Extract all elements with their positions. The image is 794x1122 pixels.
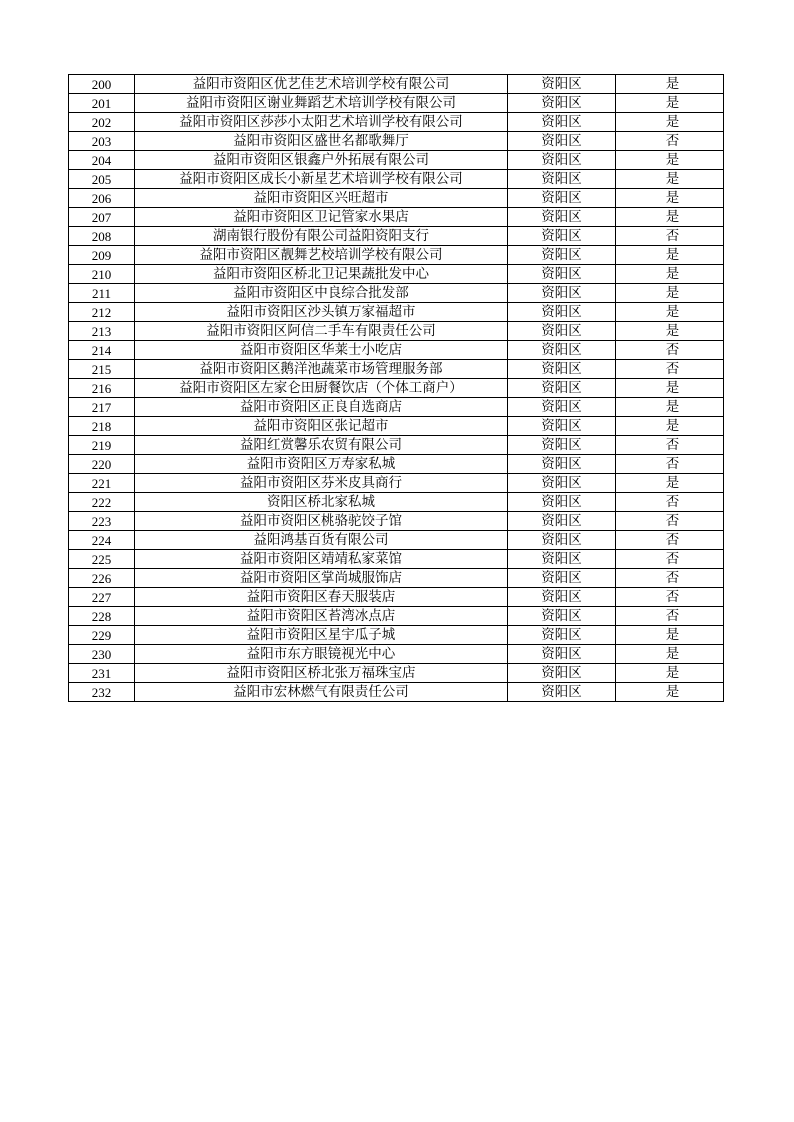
company-name-cell: 益阳市东方眼镜视光中心 [135,645,508,664]
district-cell: 资阳区 [508,246,616,265]
row-number-cell: 201 [69,94,135,113]
company-name-cell: 资阳区桥北家私城 [135,493,508,512]
status-flag-cell: 是 [616,322,724,341]
company-name-cell: 益阳市资阳区正良自选商店 [135,398,508,417]
row-number-cell: 210 [69,265,135,284]
table-row [69,626,724,645]
district-cell: 资阳区 [508,531,616,550]
status-flag-cell: 否 [616,455,724,474]
district-cell: 资阳区 [508,189,616,208]
district-cell: 资阳区 [508,664,616,683]
row-number-cell: 206 [69,189,135,208]
status-flag-cell: 是 [616,379,724,398]
status-flag-cell: 是 [616,94,724,113]
table-row [69,531,724,550]
table-row [69,645,724,664]
company-name-cell: 益阳市资阳区银鑫户外拓展有限公司 [135,151,508,170]
company-name-cell: 益阳市资阳区春天服装店 [135,588,508,607]
row-number-cell: 205 [69,170,135,189]
status-flag-cell: 是 [616,645,724,664]
status-flag-cell: 是 [616,626,724,645]
district-cell: 资阳区 [508,265,616,284]
district-cell: 资阳区 [508,683,616,702]
status-flag-cell: 否 [616,341,724,360]
company-name-cell: 益阳市资阳区卫记管家水果店 [135,208,508,227]
row-number-cell: 218 [69,417,135,436]
company-name-cell: 益阳市资阳区优艺佳艺术培训学校有限公司 [135,75,508,94]
status-flag-cell: 是 [616,284,724,303]
row-number-cell: 213 [69,322,135,341]
district-cell: 资阳区 [508,303,616,322]
status-flag-cell: 否 [616,227,724,246]
district-cell: 资阳区 [508,208,616,227]
district-cell: 资阳区 [508,569,616,588]
company-name-cell: 益阳市资阳区莎莎小太阳艺术培训学校有限公司 [135,113,508,132]
district-cell: 资阳区 [508,151,616,170]
table-row [69,75,724,94]
row-number-cell: 232 [69,683,135,702]
company-name-cell: 益阳市资阳区中良综合批发部 [135,284,508,303]
row-number-cell: 212 [69,303,135,322]
table-row [69,132,724,151]
district-cell: 资阳区 [508,512,616,531]
company-name-cell: 益阳市资阳区万寿家私城 [135,455,508,474]
row-number-cell: 215 [69,360,135,379]
company-name-cell: 益阳鸿基百货有限公司 [135,531,508,550]
status-flag-cell: 是 [616,170,724,189]
district-cell: 资阳区 [508,132,616,151]
status-flag-cell: 否 [616,132,724,151]
district-cell: 资阳区 [508,607,616,626]
table-row [69,208,724,227]
row-number-cell: 222 [69,493,135,512]
status-flag-cell: 否 [616,360,724,379]
document-page [68,74,724,702]
status-flag-cell: 是 [616,398,724,417]
status-flag-cell: 是 [616,417,724,436]
table-row [69,246,724,265]
company-name-cell: 益阳市资阳区靓舞艺校培训学校有限公司 [135,246,508,265]
row-number-cell: 211 [69,284,135,303]
company-name-cell: 益阳市资阳区谢业舞蹈艺术培训学校有限公司 [135,94,508,113]
company-name-cell: 益阳市资阳区阿信二手车有限责任公司 [135,322,508,341]
table-row [69,417,724,436]
company-name-cell: 益阳市资阳区张记超市 [135,417,508,436]
row-number-cell: 209 [69,246,135,265]
table-row [69,303,724,322]
row-number-cell: 225 [69,550,135,569]
table-row [69,113,724,132]
table-body [69,75,724,702]
company-name-cell: 湖南银行股份有限公司益阳资阳支行 [135,227,508,246]
status-flag-cell: 是 [616,246,724,265]
row-number-cell: 221 [69,474,135,493]
company-name-cell: 益阳市资阳区盛世名都歌舞厅 [135,132,508,151]
data-table [68,74,724,702]
status-flag-cell: 否 [616,512,724,531]
table-row [69,512,724,531]
row-number-cell: 227 [69,588,135,607]
status-flag-cell: 否 [616,436,724,455]
table-row [69,94,724,113]
status-flag-cell: 是 [616,208,724,227]
company-name-cell: 益阳市资阳区星宇瓜子城 [135,626,508,645]
row-number-cell: 200 [69,75,135,94]
company-name-cell: 益阳市资阳区鹅洋池蔬菜市场管理服务部 [135,360,508,379]
company-name-cell: 益阳市资阳区兴旺超市 [135,189,508,208]
company-name-cell: 益阳市资阳区桃骆驼饺子馆 [135,512,508,531]
company-name-cell: 益阳市资阳区苔湾冰点店 [135,607,508,626]
status-flag-cell: 否 [616,493,724,512]
district-cell: 资阳区 [508,550,616,569]
status-flag-cell: 否 [616,588,724,607]
district-cell: 资阳区 [508,588,616,607]
district-cell: 资阳区 [508,379,616,398]
table-row [69,151,724,170]
company-name-cell: 益阳市宏林燃气有限责任公司 [135,683,508,702]
row-number-cell: 228 [69,607,135,626]
table-row [69,322,724,341]
table-row [69,474,724,493]
company-name-cell: 益阳市资阳区华莱士小吃店 [135,341,508,360]
company-name-cell: 益阳市资阳区桥北张万福珠宝店 [135,664,508,683]
company-name-cell: 益阳市资阳区掌尚城服饰店 [135,569,508,588]
status-flag-cell: 是 [616,303,724,322]
table-row [69,189,724,208]
row-number-cell: 219 [69,436,135,455]
status-flag-cell: 是 [616,664,724,683]
table-row [69,569,724,588]
table-row [69,398,724,417]
company-name-cell: 益阳市资阳区沙头镇万家福超市 [135,303,508,322]
status-flag-cell: 是 [616,474,724,493]
row-number-cell: 207 [69,208,135,227]
table-row [69,265,724,284]
row-number-cell: 231 [69,664,135,683]
row-number-cell: 224 [69,531,135,550]
district-cell: 资阳区 [508,113,616,132]
table-row [69,550,724,569]
table-row [69,683,724,702]
table-row [69,664,724,683]
table-row [69,284,724,303]
status-flag-cell: 否 [616,607,724,626]
table-row [69,379,724,398]
table-row [69,455,724,474]
status-flag-cell: 是 [616,189,724,208]
row-number-cell: 230 [69,645,135,664]
table-row [69,227,724,246]
company-name-cell: 益阳市资阳区靖靖私家菜馆 [135,550,508,569]
row-number-cell: 204 [69,151,135,170]
table-row [69,341,724,360]
district-cell: 资阳区 [508,75,616,94]
row-number-cell: 217 [69,398,135,417]
row-number-cell: 208 [69,227,135,246]
company-name-cell: 益阳市资阳区成长小新星艺术培训学校有限公司 [135,170,508,189]
district-cell: 资阳区 [508,474,616,493]
company-name-cell: 益阳红赏馨乐农贸有限公司 [135,436,508,455]
table-row [69,360,724,379]
district-cell: 资阳区 [508,284,616,303]
row-number-cell: 226 [69,569,135,588]
district-cell: 资阳区 [508,170,616,189]
district-cell: 资阳区 [508,398,616,417]
table-row [69,493,724,512]
table-row [69,588,724,607]
row-number-cell: 214 [69,341,135,360]
company-name-cell: 益阳市资阳区桥北卫记果蔬批发中心 [135,265,508,284]
status-flag-cell: 否 [616,550,724,569]
row-number-cell: 223 [69,512,135,531]
district-cell: 资阳区 [508,436,616,455]
status-flag-cell: 是 [616,113,724,132]
district-cell: 资阳区 [508,417,616,436]
row-number-cell: 220 [69,455,135,474]
status-flag-cell: 是 [616,683,724,702]
company-name-cell: 益阳市资阳区芬米皮具商行 [135,474,508,493]
status-flag-cell: 是 [616,75,724,94]
district-cell: 资阳区 [508,322,616,341]
row-number-cell: 202 [69,113,135,132]
district-cell: 资阳区 [508,455,616,474]
district-cell: 资阳区 [508,341,616,360]
row-number-cell: 216 [69,379,135,398]
table-row [69,607,724,626]
status-flag-cell: 是 [616,265,724,284]
district-cell: 资阳区 [508,360,616,379]
district-cell: 资阳区 [508,227,616,246]
table-row [69,436,724,455]
status-flag-cell: 否 [616,569,724,588]
table-row [69,170,724,189]
status-flag-cell: 是 [616,151,724,170]
company-name-cell: 益阳市资阳区左家仑田厨餐饮店（个体工商户） [135,379,508,398]
district-cell: 资阳区 [508,645,616,664]
district-cell: 资阳区 [508,493,616,512]
district-cell: 资阳区 [508,626,616,645]
row-number-cell: 229 [69,626,135,645]
row-number-cell: 203 [69,132,135,151]
district-cell: 资阳区 [508,94,616,113]
status-flag-cell: 否 [616,531,724,550]
